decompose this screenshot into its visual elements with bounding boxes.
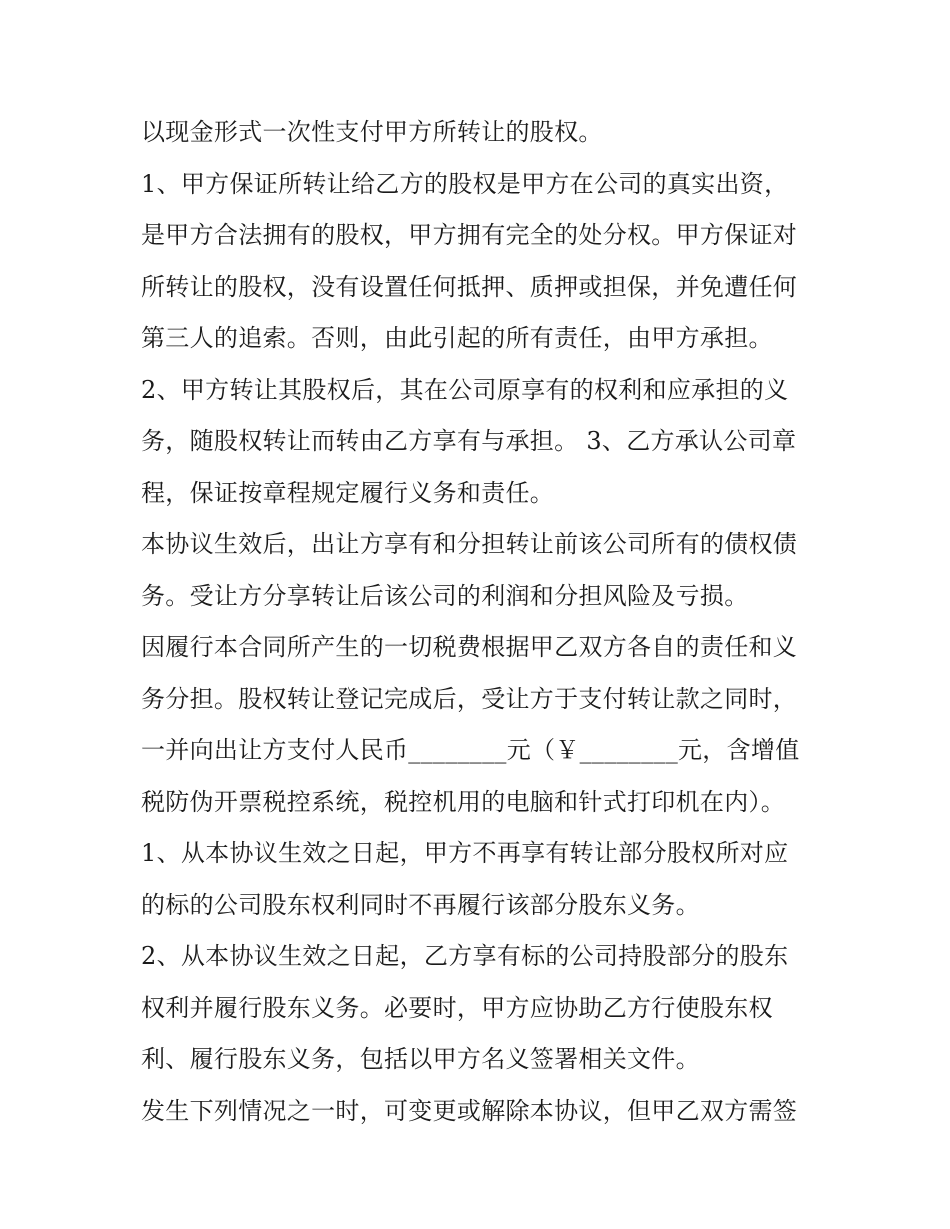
text-line: 的标的公司股东权利同时不再履行该部分股东义务。: [141, 890, 700, 919]
text-line: 程，保证按章程规定履行义务和责任。: [141, 478, 555, 507]
text-line: 所转让的股权，没有设置任何抵押、质押或担保，并免遭任何: [141, 272, 798, 301]
text-line: 利、履行股东义务，包括以甲方名义签署相关文件。: [141, 1045, 700, 1073]
text-line: 第三人的追索。否则，由此引起的所有责任，由甲方承担。: [141, 324, 773, 352]
text-line: 一并向出让方支付人民币________元（￥________元，含增值: [141, 736, 800, 764]
text-line: 以现金形式一次性支付甲方所转让的股权。: [141, 118, 603, 146]
document-body: [141, 107, 831, 1137]
text-line: 权利并履行股东义务。必要时，甲方应协助乙方行使股东权: [141, 993, 773, 1022]
text-line: 本协议生效后，出让方享有和分担转让前该公司所有的债权债: [141, 530, 798, 558]
text-line: 2、甲方转让其股权后，其在公司原享有的权利和应承担的义: [141, 375, 789, 404]
text-line: 1、甲方保证所转让给乙方的股权是甲方在公司的真实出资，: [141, 169, 789, 198]
text-line: 发生下列情况之一时，可变更或解除本协议，但甲乙双方需签: [141, 1096, 798, 1125]
text-line: 因履行本合同所产生的一切税费根据甲乙双方各自的责任和义: [141, 633, 798, 661]
text-line: 税防伪开票税控系统，税控机用的电脑和针式打印机在内）。: [141, 787, 786, 816]
text-line: 务。受让方分享转让后该公司的利润和分担风险及亏损。: [141, 581, 749, 610]
text-line: 是甲方合法拥有的股权，甲方拥有完全的处分权。甲方保证对: [141, 221, 798, 249]
text-line: 务，随股权转让而转由乙方享有与承担。 3、乙方承认公司章: [141, 427, 797, 455]
text-line: 2、从本协议生效之日起，乙方享有标的公司持股部分的股东: [141, 942, 789, 970]
text-line: 1、从本协议生效之日起，甲方不再享有转让部分股权所对应: [141, 839, 789, 867]
text-line: 务分担。股权转让登记完成后，受让方于支付转让款之同时，: [141, 684, 798, 713]
